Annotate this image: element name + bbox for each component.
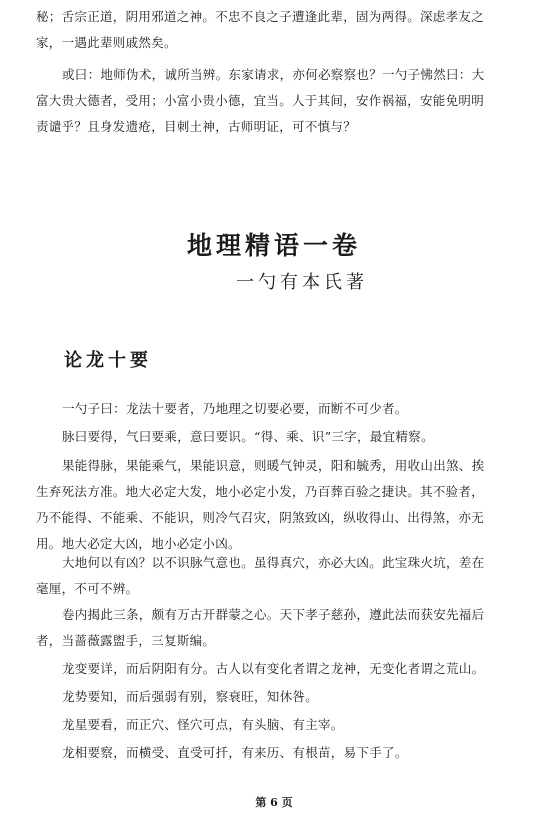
- top-paragraph-1: [36, 4, 514, 56]
- body-paragraph-8: [36, 712, 514, 738]
- text-line: 毫厘，不可不辨。: [36, 581, 139, 596]
- text-line: 或曰：地师伪术，诚所当辨。东家请求，亦何必察察也？一勺子怫然曰：大: [62, 67, 485, 82]
- text-line: 大地何以有凶？以不识脉气意也。虽得真穴，亦必大凶。此宝珠火坑，差在: [62, 555, 485, 570]
- section-title: 论龙十要: [64, 350, 152, 371]
- body-paragraph-3: [36, 453, 514, 557]
- body-paragraph-4: [36, 550, 514, 602]
- body-paragraph-9: [36, 740, 514, 766]
- text-line: 富大贵大德者，受用；小富小贵小德，宜当。人于其间，安作祸福，安能免明明: [36, 93, 485, 108]
- text-line: 家，一遇此辈则戚然矣。: [36, 35, 177, 50]
- text-line: 者，当蔷薇露盥手，三复斯编。: [36, 633, 216, 648]
- author-line: 一勺有本氏著: [236, 272, 368, 293]
- body-paragraph-1: [36, 396, 514, 422]
- body-paragraph-2: [36, 424, 514, 450]
- text-line: 龙变要详，而后阴阳有分。古人以有变化者谓之龙神，无变化者谓之荒山。: [62, 661, 485, 676]
- text-line: 责谴乎？且身发遗疮，目刺土神，古师明证，可不慎与？: [36, 119, 357, 134]
- text-line: 脉曰要得，气曰要乘，意曰要识。“得、乘、识”三字，最宜精察。: [62, 429, 434, 444]
- text-line: 用。地大必定大凶，地小必定小凶。: [36, 536, 241, 551]
- text-line: 龙星要看，而正穴、怪穴可点，有头脑、有主宰。: [62, 717, 344, 732]
- text-line: 龙相要察，而横受、直受可扦，有来历、有根苗，易下手了。: [62, 745, 408, 760]
- text-line: 果能得脉，果能乘气，果能识意，则暖气钟灵，阳和毓秀，用收山出煞、挨: [62, 458, 485, 473]
- text-line: 一勺子曰：龙法十要者，乃地理之切要必要，而断不可少者。: [62, 401, 408, 416]
- body-paragraph-7: [36, 684, 514, 710]
- chapter-title: 地理精语一卷: [186, 231, 361, 260]
- text-line: 乃不能得、不能乘、不能识，则冷气召灾，阴煞致凶，纵收得山、出得煞，亦无: [36, 510, 485, 525]
- page-number: 第 6 页: [255, 796, 293, 809]
- text-line: 秘；舌宗正道，阴用邪道之神。不忠不良之子遭逢此辈，固为两得。深虑孝友之: [36, 9, 485, 24]
- body-paragraph-5: [36, 602, 514, 654]
- body-paragraph-6: [36, 656, 514, 682]
- top-paragraph-2: [36, 62, 514, 140]
- text-line: 卷内揭此三条，颇有万古开群蒙之心。天下孝子慈孙，遵此法而获安先福后: [62, 607, 485, 622]
- text-line: 生弃死法方准。地大必定大发，地小必定小发，乃百葬百验之捷诀。其不验者，: [36, 484, 485, 499]
- text-line: 龙势要知，而后强弱有别，察衰旺，知休咎。: [62, 689, 319, 704]
